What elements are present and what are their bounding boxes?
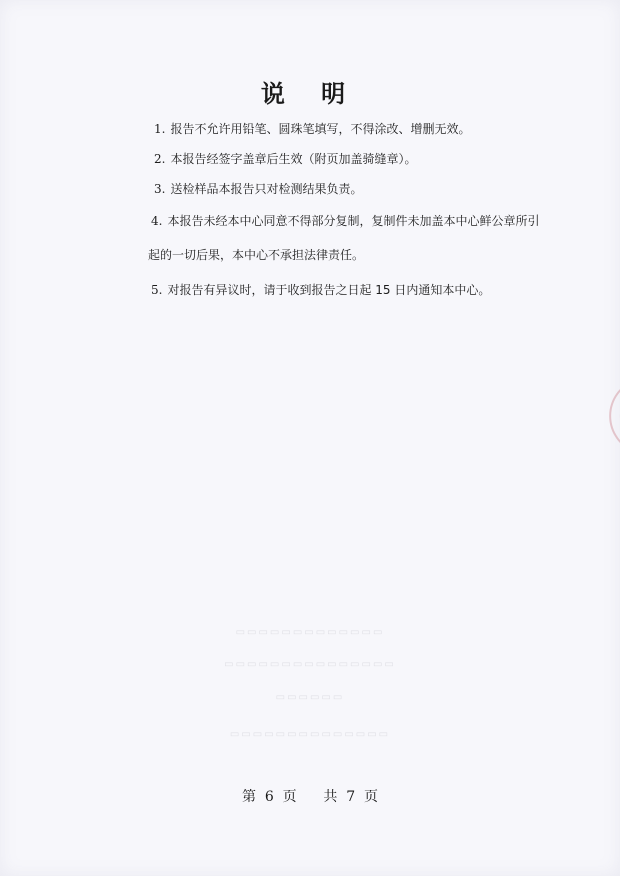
bleed-through-text: ▭▭▭▭▭▭ xyxy=(275,692,345,703)
notice-item xyxy=(0,213,620,229)
document-title: 说 明 xyxy=(260,80,360,108)
notice-item xyxy=(0,151,620,167)
notice-item-number: 4. xyxy=(151,214,163,228)
bleed-through-text: ▭▭▭▭▭▭▭▭▭▭▭▭▭ xyxy=(235,627,385,638)
notice-item-text: 对报告有异议时，请于收到报告之日起 15 日内通知本中心。 xyxy=(167,283,491,297)
notice-item-number: 2. xyxy=(154,152,166,166)
bleed-through-text: ▭▭▭▭▭▭▭▭▭▭▭▭▭▭▭ xyxy=(224,659,396,670)
notice-item-number: 3. xyxy=(154,182,166,196)
notice-item-text: 本报告未经本中心同意不得部分复制，复制件未加盖本中心鲜公章所引 xyxy=(167,214,540,228)
notice-item xyxy=(0,282,620,298)
notice-item-number: 1. xyxy=(154,122,166,136)
notice-item xyxy=(0,121,620,137)
notice-item-continuation xyxy=(0,247,620,263)
notice-item-text: 报告不允许用铅笔、圆珠笔填写，不得涂改、增删无效。 xyxy=(170,122,471,136)
notice-item xyxy=(0,181,620,197)
notice-item-text: 送检样品本报告只对检测结果负责。 xyxy=(170,182,363,196)
page-number: 第 6 页 共 7 页 xyxy=(241,789,379,805)
notice-item-text: 本报告经签字盖章后生效（附页加盖骑缝章）。 xyxy=(170,152,417,166)
notice-item-text: 起的一切后果，本中心不承担法律责任。 xyxy=(148,248,365,262)
seal-stamp-edge xyxy=(596,376,620,456)
bleed-through-text: ▭▭▭▭▭▭▭▭▭▭▭▭▭▭ xyxy=(229,729,391,740)
notice-item-number: 5. xyxy=(151,283,163,297)
